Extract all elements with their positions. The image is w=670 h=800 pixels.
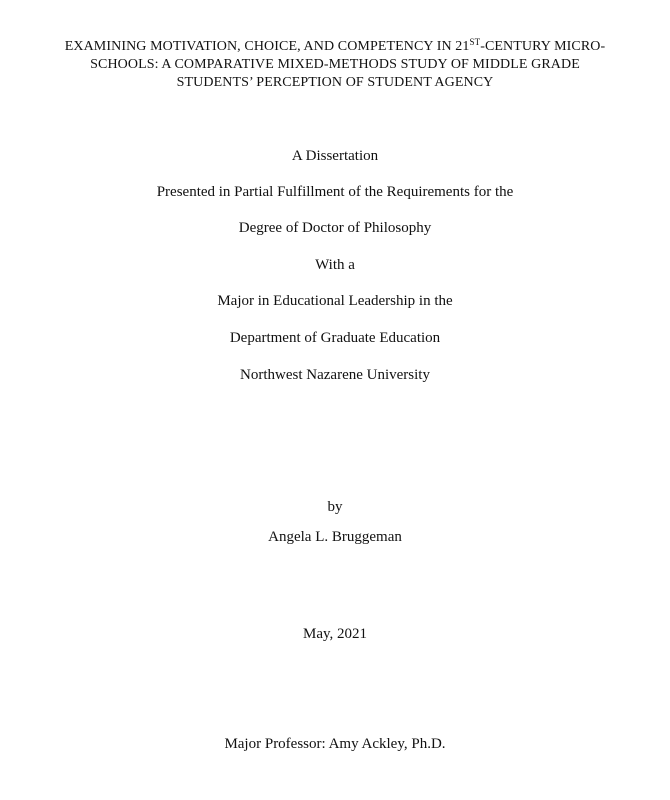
title-line-1-end: -CENTURY MICRO- [480,39,606,54]
title-line-2: SCHOOLS: A COMPARATIVE MIXED-METHODS STUDY OF MIDDLE GRADE [90,57,580,72]
presented-statement: Presented in Partial Fulfillment of the Requirements for the [156,184,514,200]
title-line-1 [0,38,670,56]
dissertation-title [0,38,670,92]
major-line: Major in Educational Leadership in the [217,293,453,309]
university-line: Northwest Nazarene University [240,367,430,383]
author-name: Angela L. Bruggeman [268,529,402,545]
title-line-1-text: EXAMINING MOTIVATION, CHOICE, AND COMPETENCY IN 21 [64,39,470,54]
with-a-line: With a [315,257,355,273]
title-line-3: STUDENTS’ PERCEPTION OF STUDENT AGENCY [176,75,494,90]
department-line: Department of Graduate Education [229,330,441,346]
dissertation-label: A Dissertation [291,148,379,164]
degree-line: Degree of Doctor of Philosophy [238,220,432,236]
title-superscript: ST [469,37,481,47]
by-line: by [327,499,343,515]
major-professor-line: Major Professor: Amy Ackley, Ph.D. [224,736,446,752]
date-line: May, 2021 [302,626,368,642]
